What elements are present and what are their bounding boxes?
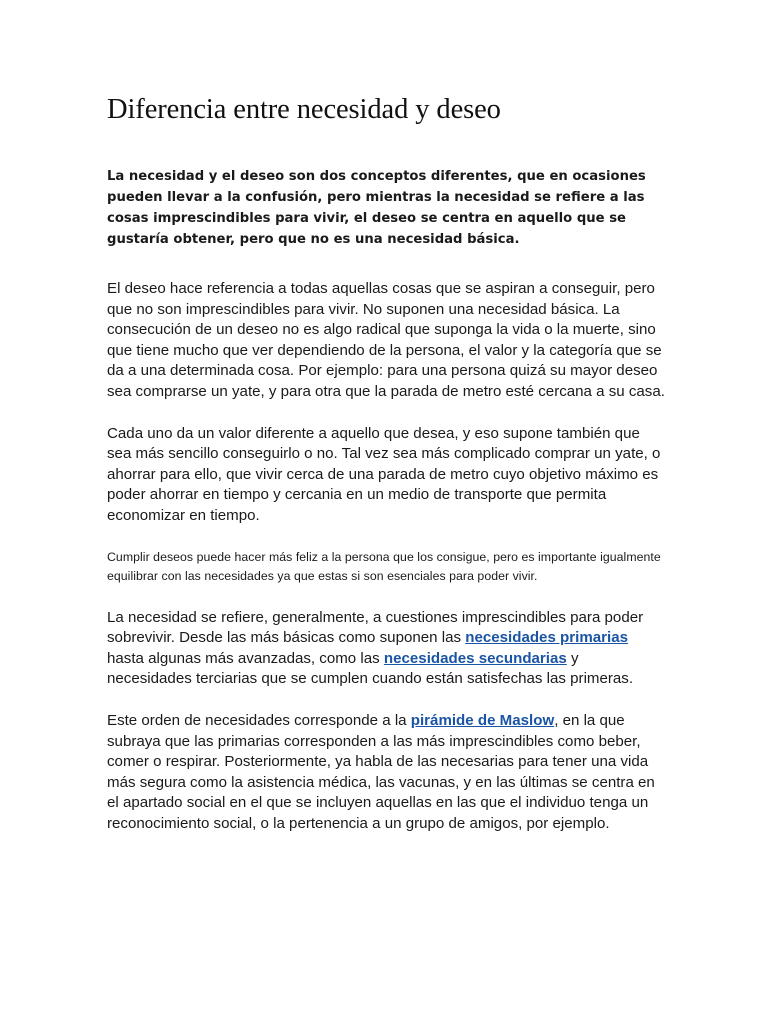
lead-paragraph: La necesidad y el deseo son dos conceptos diferentes, que en ocasiones pueden llevar a la confusión, pero mientras la necesidad se refiere a las cosas imprescindibles para vivir, el deseo se centra en aquello que se gustaría obtener, pero que no es una necesidad básica. [107, 169, 646, 247]
link-necesidades-secundarias[interactable]: necesidades secundarias [383, 649, 567, 667]
paragraph-text: hasta algunas más avanzadas, como las [107, 649, 384, 667]
paragraph-cumplir-deseos: Cumplir deseos puede hacer más feliz a la persona que los consigue, pero es importante igualmente equilibrar con las necesidades ya que estas si son esenciales para poder vivir. [107, 549, 661, 583]
paragraph-text: y necesidades terciarias que se cumplen cuando están satisfechas las primeras. [107, 649, 634, 688]
paragraph-maslow [107, 711, 667, 835]
document-page [107, 92, 667, 855]
paragraph-text: La necesidad se refiere, generalmente, a cuestiones imprescindibles para poder sobrevivir. Desde las más básicas como suponen las [107, 608, 644, 647]
paragraph-text: Este orden de necesidades corresponde a la [107, 711, 411, 729]
document-title: Diferencia entre necesidad y deseo [107, 94, 501, 125]
paragraph-necesidad [107, 608, 667, 690]
link-necesidades-primarias[interactable]: necesidades primarias [465, 629, 629, 647]
paragraph-text: , en la que subraya que las primarias corresponden a las más imprescindibles como beber, comer o respirar. Posteriormente, ya habla de las necesarias para tener una vida más segura como la asistencia médica, las vacunas, y en las últimas se centra en el apartado social en el que se incluyen aquellas en las que el individuo tenga un reconocimiento social, o la pertenencia a un grupo de amigos, por ejemplo. [107, 711, 655, 832]
link-piramide-maslow[interactable]: pirámide de Maslow [410, 711, 555, 729]
paragraph-deseo: El deseo hace referencia a todas aquellas cosas que se aspiran a conseguir, pero que no son imprescindibles para vivir. No suponen una necesidad básica. La consecución de un deseo no es algo radical que suponga la vida o la muerte, sino que tiene mucho que ver dependiendo de la persona, el valor y la categoría que se da a una determinada cosa. Por ejemplo: para una persona quizá su mayor deseo sea comprarse un yate, y para otra que la parada de metro esté cercana a su casa. [107, 280, 665, 400]
paragraph-valor: Cada uno da un valor diferente a aquello que desea, y eso supone también que sea más sencillo conseguirlo o no. Tal vez sea más complicado comprar un yate, o ahorrar para ello, que vivir cerca de una parada de metro cuyo objetivo máximo es poder ahorrar en tiempo y cercania en un medio de transporte que permita economizar en tiempo. [107, 424, 661, 524]
